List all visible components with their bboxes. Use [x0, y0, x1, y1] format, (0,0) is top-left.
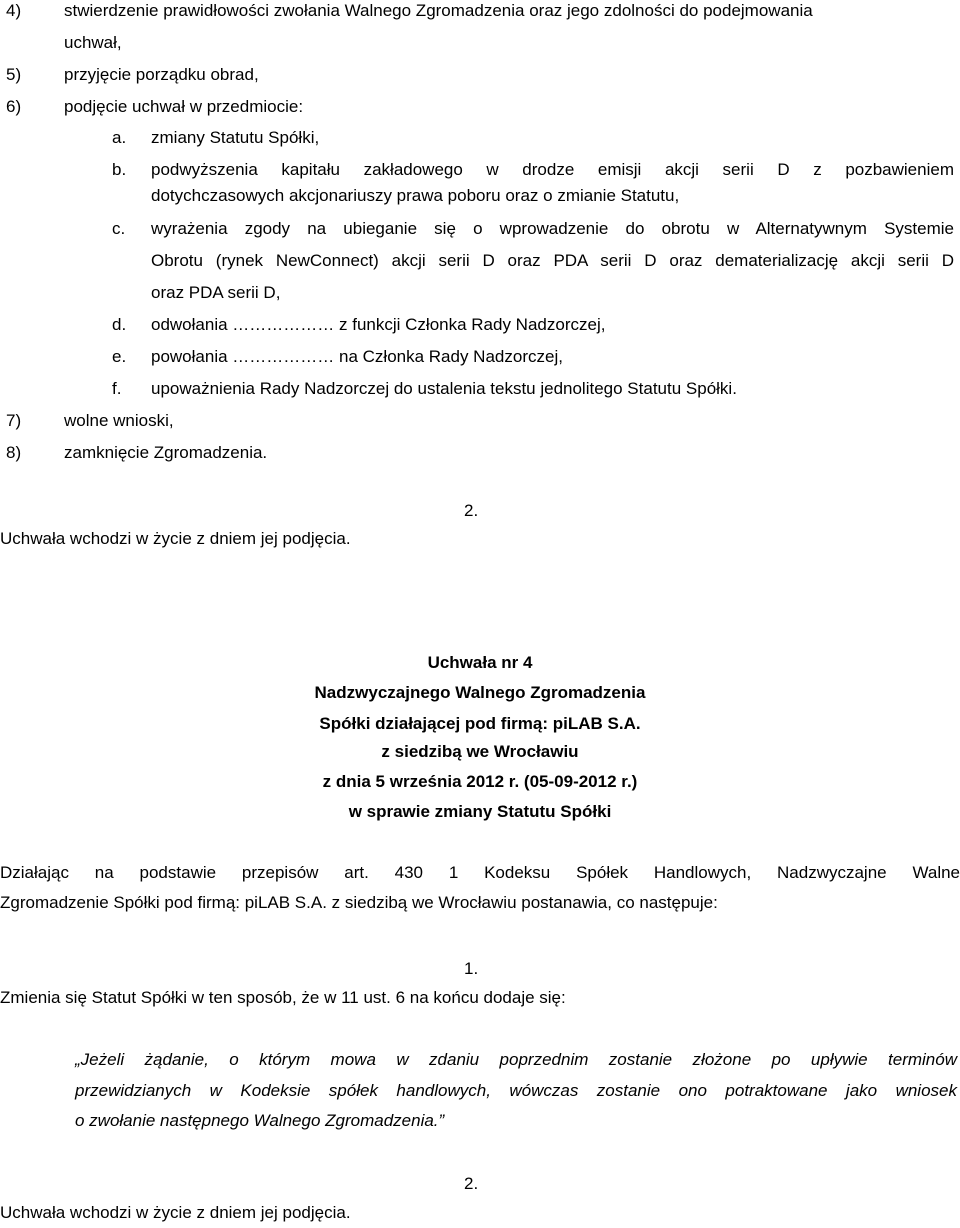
- list-number-5: 5): [6, 65, 22, 84]
- subitem-label-d: d.: [112, 315, 127, 334]
- subitem-f: upoważnienia Rady Nadzorczej do ustalenia tekstu jednolitego Statutu Spółki.: [151, 379, 737, 398]
- quote-line1: „Jeżeli żądanie, o którym mowa w zdaniu poprzednim zostanie złożone po upływie terminów: [75, 1050, 957, 1069]
- resolution-body: Nadzwyczajnego Walnego Zgromadzenia: [314, 683, 646, 702]
- list-item-5: przyjęcie porządku obrad,: [64, 65, 259, 84]
- subitem-e: powołania ……………… na Członka Rady Nadzorczej,: [151, 347, 563, 366]
- subitem-c-line1: wyrażenia zgody na ubieganie się o wprowadzenie do obrotu w Alternatywnym Systemie: [151, 219, 954, 238]
- subitem-d: odwołania ……………… z funkcji Członka Rady Nadzorczej,: [151, 315, 606, 334]
- subitem-label-c: c.: [112, 219, 126, 238]
- list-number-7: 7): [6, 411, 22, 430]
- section-mark: 2.: [464, 501, 479, 520]
- resolution-company: Spółki działającej pod firmą: piLAB S.A.: [319, 714, 641, 733]
- resolution-title: Uchwała nr 4: [427, 653, 533, 672]
- subitem-b-line1: podwyższenia kapitału zakładowego w drodze emisji akcji serii D z pozbawieniem: [151, 160, 954, 179]
- subitem-c-line3: oraz PDA serii D,: [151, 283, 281, 302]
- subitem-label-e: e.: [112, 347, 127, 366]
- list-item-7: wolne wnioski,: [64, 411, 174, 430]
- quote-line3: o zwołanie następnego Walnego Zgromadzenia.”: [75, 1111, 445, 1130]
- section-mark-1: 1.: [464, 959, 479, 978]
- resolution-seat: z siedzibą we Wrocławiu: [381, 742, 579, 761]
- amendment-text: Zmienia się Statut Spółki w ten sposób, że w 11 ust. 6 na końcu dodaje się:: [0, 988, 566, 1007]
- subitem-b-line2: dotychczasowych akcjonariuszy prawa poboru oraz o zmianie Statutu,: [151, 186, 680, 205]
- preamble-line1: Działając na podstawie przepisów art. 430 1 Kodeksu Spółek Handlowych, Nadzwyczajne Walne: [0, 863, 960, 882]
- list-number-4: 4): [6, 1, 22, 20]
- list-number-8: 8): [6, 443, 22, 462]
- list-item-6: podjęcie uchwał w przedmiocie:: [64, 97, 304, 116]
- effective-clause: Uchwała wchodzi w życie z dniem jej podjęcia.: [0, 529, 351, 548]
- subitem-label-b: b.: [112, 160, 127, 179]
- preamble-line2: Zgromadzenie Spółki pod firmą: piLAB S.A. z siedzibą we Wrocławiu postanawia, co następuje:: [0, 893, 718, 912]
- section-mark-2: 2.: [464, 1174, 479, 1193]
- resolution-subject: w sprawie zmiany Statutu Spółki: [348, 802, 612, 821]
- list-number-6: 6): [6, 97, 22, 116]
- final-effective-clause: Uchwała wchodzi w życie z dniem jej podjęcia.: [0, 1203, 351, 1222]
- subitem-label-a: a.: [112, 128, 127, 147]
- subitem-a: zmiany Statutu Spółki,: [151, 128, 320, 147]
- list-item-4-continued: uchwał,: [64, 33, 122, 52]
- subitem-label-f: f.: [112, 379, 122, 398]
- quote-line2: przewidzianych w Kodeksie spółek handlowych, wówczas zostanie ono potraktowane jako wniosek: [75, 1081, 957, 1100]
- resolution-date: z dnia 5 września 2012 r. (05-09-2012 r.): [322, 772, 638, 791]
- list-item-8: zamknięcie Zgromadzenia.: [64, 443, 268, 462]
- subitem-c-line2: Obrotu (rynek NewConnect) akcji serii D oraz PDA serii D oraz dematerializację akcji serii D: [151, 251, 954, 270]
- list-item-4: stwierdzenie prawidłowości zwołania Walnego Zgromadzenia oraz jego zdolności do podejmowania: [64, 1, 813, 20]
